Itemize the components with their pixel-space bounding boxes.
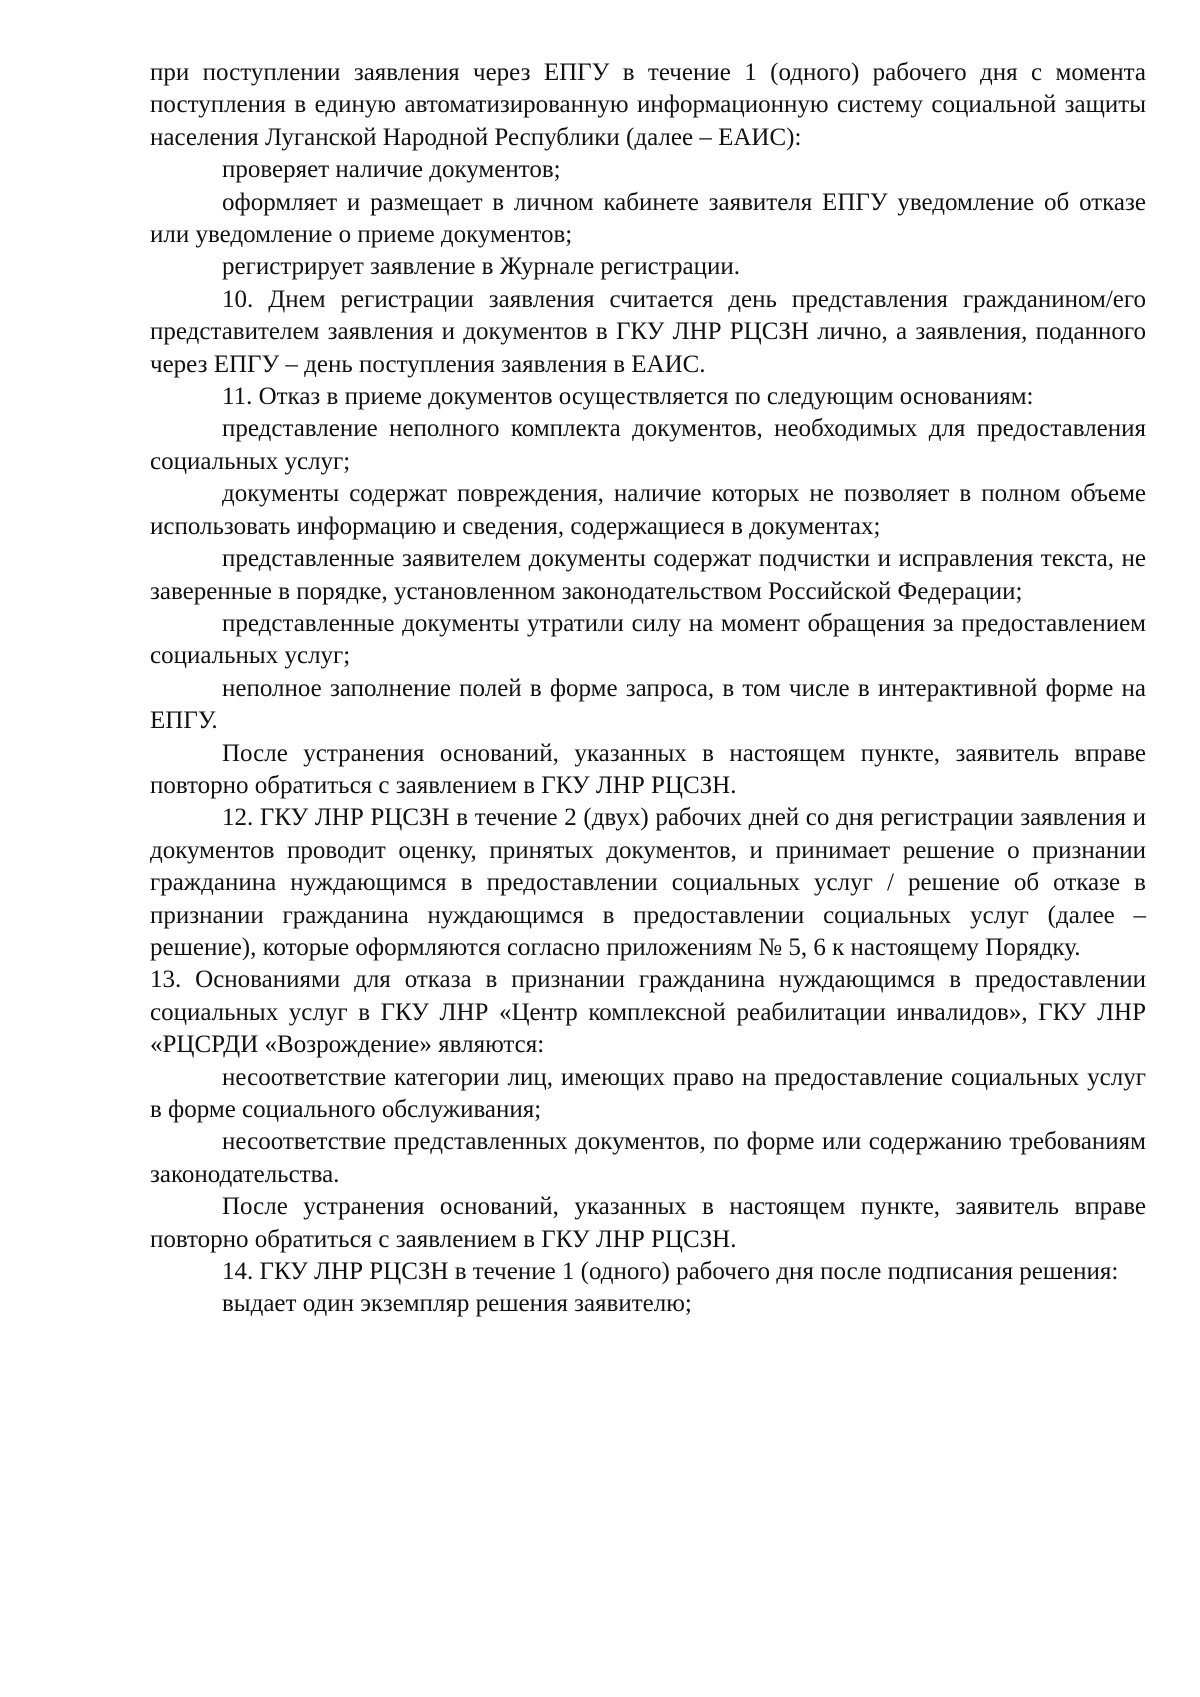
paragraph-register: регистрирует заявление в Журнале регистрации. [222,253,740,281]
paragraph-item-10: 10. Днем регистрации заявления считается день представления гражданином/его представителем заявления и документов в ГКУ ЛНР РЦСЗН лично, а заявления, поданного через ЕПГУ – день поступления заявления в ЕАИС. [150,285,1146,378]
paragraph-item-11: 11. Отказ в приеме документов осуществляется по следующим основаниям: [222,383,1034,411]
paragraph-issue-decision: выдает один экземпляр решения заявителю; [222,1290,692,1318]
paragraph-item-13: 13. Основаниями для отказа в признании гражданина нуждающимся в предоставлении социальных услуг в ГКУ ЛНР «Центр комплексной реабилитации инвалидов», ГКУ ЛНР «РЦСРДИ «Возрождение» являются: [150,966,1146,1059]
paragraph-incomplete-form: неполное заполнение полей в форме запроса, в том числе в интерактивной форме на ЕПГУ. [150,674,1146,735]
paragraph-item-14: 14. ГКУ ЛНР РЦСЗН в течение 1 (одного) рабочего дня после подписания решения: [222,1258,1119,1286]
paragraph-corrections: представленные заявителем документы содержат подчистки и исправления текста, не заверенные в порядке, установленном законодательством Российской Федерации; [150,545,1146,605]
paragraph-reapply-2: После устранения оснований, указанных в настоящем пункте, заявитель вправе повторно обратиться с заявлением в ГКУ ЛНР РЦСЗН. [150,1193,1146,1253]
paragraph-reapply-1: После устранения оснований, указанных в настоящем пункте, заявитель вправе повторно обратиться с заявлением в ГКУ ЛНР РЦСЗН. [150,739,1146,799]
paragraph-incomplete-set: представление неполного комплекта документов, необходимых для предоставления социальных услуг; [150,415,1146,475]
paragraph-damaged-documents: документы содержат повреждения, наличие которых не позволяет в полном объеме использовать информацию и сведения, содержащиеся в документах; [150,480,1146,540]
paragraph-documents-mismatch: несоответствие представленных документов, по форме или содержанию требованиям законодательства. [150,1128,1146,1188]
paragraph-check-documents: проверяет наличие документов; [222,156,561,184]
document-page [150,57,1146,1321]
paragraph-category-mismatch: несоответствие категории лиц, имеющих право на предоставление социальных услуг в форме социального обслуживания; [150,1063,1146,1123]
paragraph-expired: представленные документы утратили силу на момент обращения за предоставлением социальных услуг; [150,609,1146,670]
paragraph-item-12: 12. ГКУ ЛНР РЦСЗН в течение 2 (двух) рабочих дней со дня регистрации заявления и документов проводит оценку, принятых документов, и принимает решение о признании гражданина нуждающимся в предоставлении социальных услуг / решение об отказе в признании гражданина нуждающимся в предоставлении социальных услуг (далее – решение), которые оформляются согласно приложениям № 5, 6 к настоящему Порядку. [150,804,1146,961]
paragraph-epgu-receipt: при поступлении заявления через ЕПГУ в течение 1 (одного) рабочего дня с момента поступления в единую автоматизированную информационную систему социальной защиты населения Луганской Народной Республики (далее – ЕАИС): [150,59,1146,151]
paragraph-notification: оформляет и размещает в личном кабинете заявителя ЕПГУ уведомление об отказе или уведомление о приеме документов; [150,188,1146,249]
